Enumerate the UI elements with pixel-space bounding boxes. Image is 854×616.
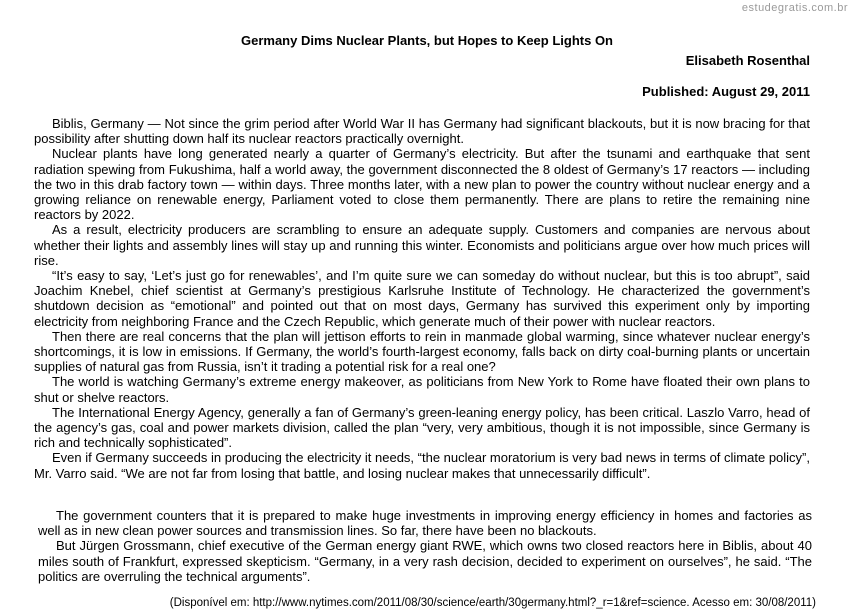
paragraph: Nuclear plants have long generated nearly a quarter of Germany’s electricity. But after the tsunami and earthquake that sent radiation spewing from Fukushima, half a world away, the government disconnected the 8 oldest of Germany’s 17 reactors — including the two in this drab factory town — within days. Three months later, with a new plan to power the country without nuclear energy and a growing reliance on renewable energy, Parliament voted to close them permanently. There are plans to retire the remaining nine reactors by 2022. [34,146,810,223]
article-title: Germany Dims Nuclear Plants, but Hopes to Keep Lights On [240,33,614,48]
published-date: Published: August 29, 2011 [642,84,810,99]
paragraph: The world is watching Germany’s extreme energy makeover, as politicians from New York to Rome have floated their own plans to shut or shelve reactors. [34,374,810,405]
article-body-continued [38,508,812,584]
paragraph: The International Energy Agency, generally a fan of Germany’s green-leaning energy policy, has been critical. Laszlo Varro, head of the agency’s gas, coal and power markets division, called the plan “very, very ambitious, though it is not impossible, since Germany is rich and technically sophisticated”. [34,404,810,451]
article-body [34,116,810,481]
paragraph: But Jürgen Grossmann, chief executive of the German energy giant RWE, which owns two closed reactors here in Biblis, about 40 miles south of Frankfurt, expressed skepticism. “Germany, in a very rash decision, decided to experiment on ourselves”, he said. “The politics are overruling the technical arguments”. [38,538,812,584]
watermark: estudegratis.com.br [741,2,848,14]
paragraph: “It’s easy to say, ‘Let’s just go for renewables’, and I’m quite sure we can someday do without nuclear, but this is too abrupt”, said Joachim Knebel, chief scientist at Germany’s prestigious Karlsruhe Institute of Technology. He characterized the government’s shutdown decision as “emotional” and pointed out that on most days, Germany has survived this experiment only by importing electricity from neighboring France and the Czech Republic, which generate much of their power with nuclear reactors. [34,268,810,329]
source-citation: (Disponível em: http://www.nytimes.com/2011/08/30/science/earth/30germany.html?_r=1&ref=science. Acesso em: 30/08/2011) [169,597,816,609]
paragraph: As a result, electricity producers are scrambling to ensure an adequate supply. Customers and companies are nervous about whether their lights and assembly lines will stay up and running this winter. Economists and politicians argue over how much prices will rise. [34,222,810,268]
paragraph: Then there are real concerns that the plan will jettison efforts to rein in manmade global warming, since whatever nuclear energy’s shortcomings, it is low in emissions. If Germany, the world’s fourth-largest economy, falls back on dirty coal-burning plants or uncertain supplies of natural gas from Russia, isn’t it trading a potential risk for a real one? [34,328,810,375]
paragraph: Even if Germany succeeds in producing the electricity it needs, “the nuclear moratorium is very bad news in terms of climate policy”, Mr. Varro said. “We are not far from losing that battle, and losing nuclear makes that unnecessarily difficult”. [34,450,810,481]
article-author: Elisabeth Rosenthal [685,53,810,68]
paragraph: Biblis, Germany — Not since the grim period after World War II has Germany had significant blackouts, but it is now bracing for that possibility after shutting down half its nuclear reactors practically overnight. [34,116,810,147]
paragraph: The government counters that it is prepared to make huge investments in improving energy efficiency in homes and factories as well as in new clean power sources and transmission lines. So far, there have been no blackouts. [38,508,812,539]
